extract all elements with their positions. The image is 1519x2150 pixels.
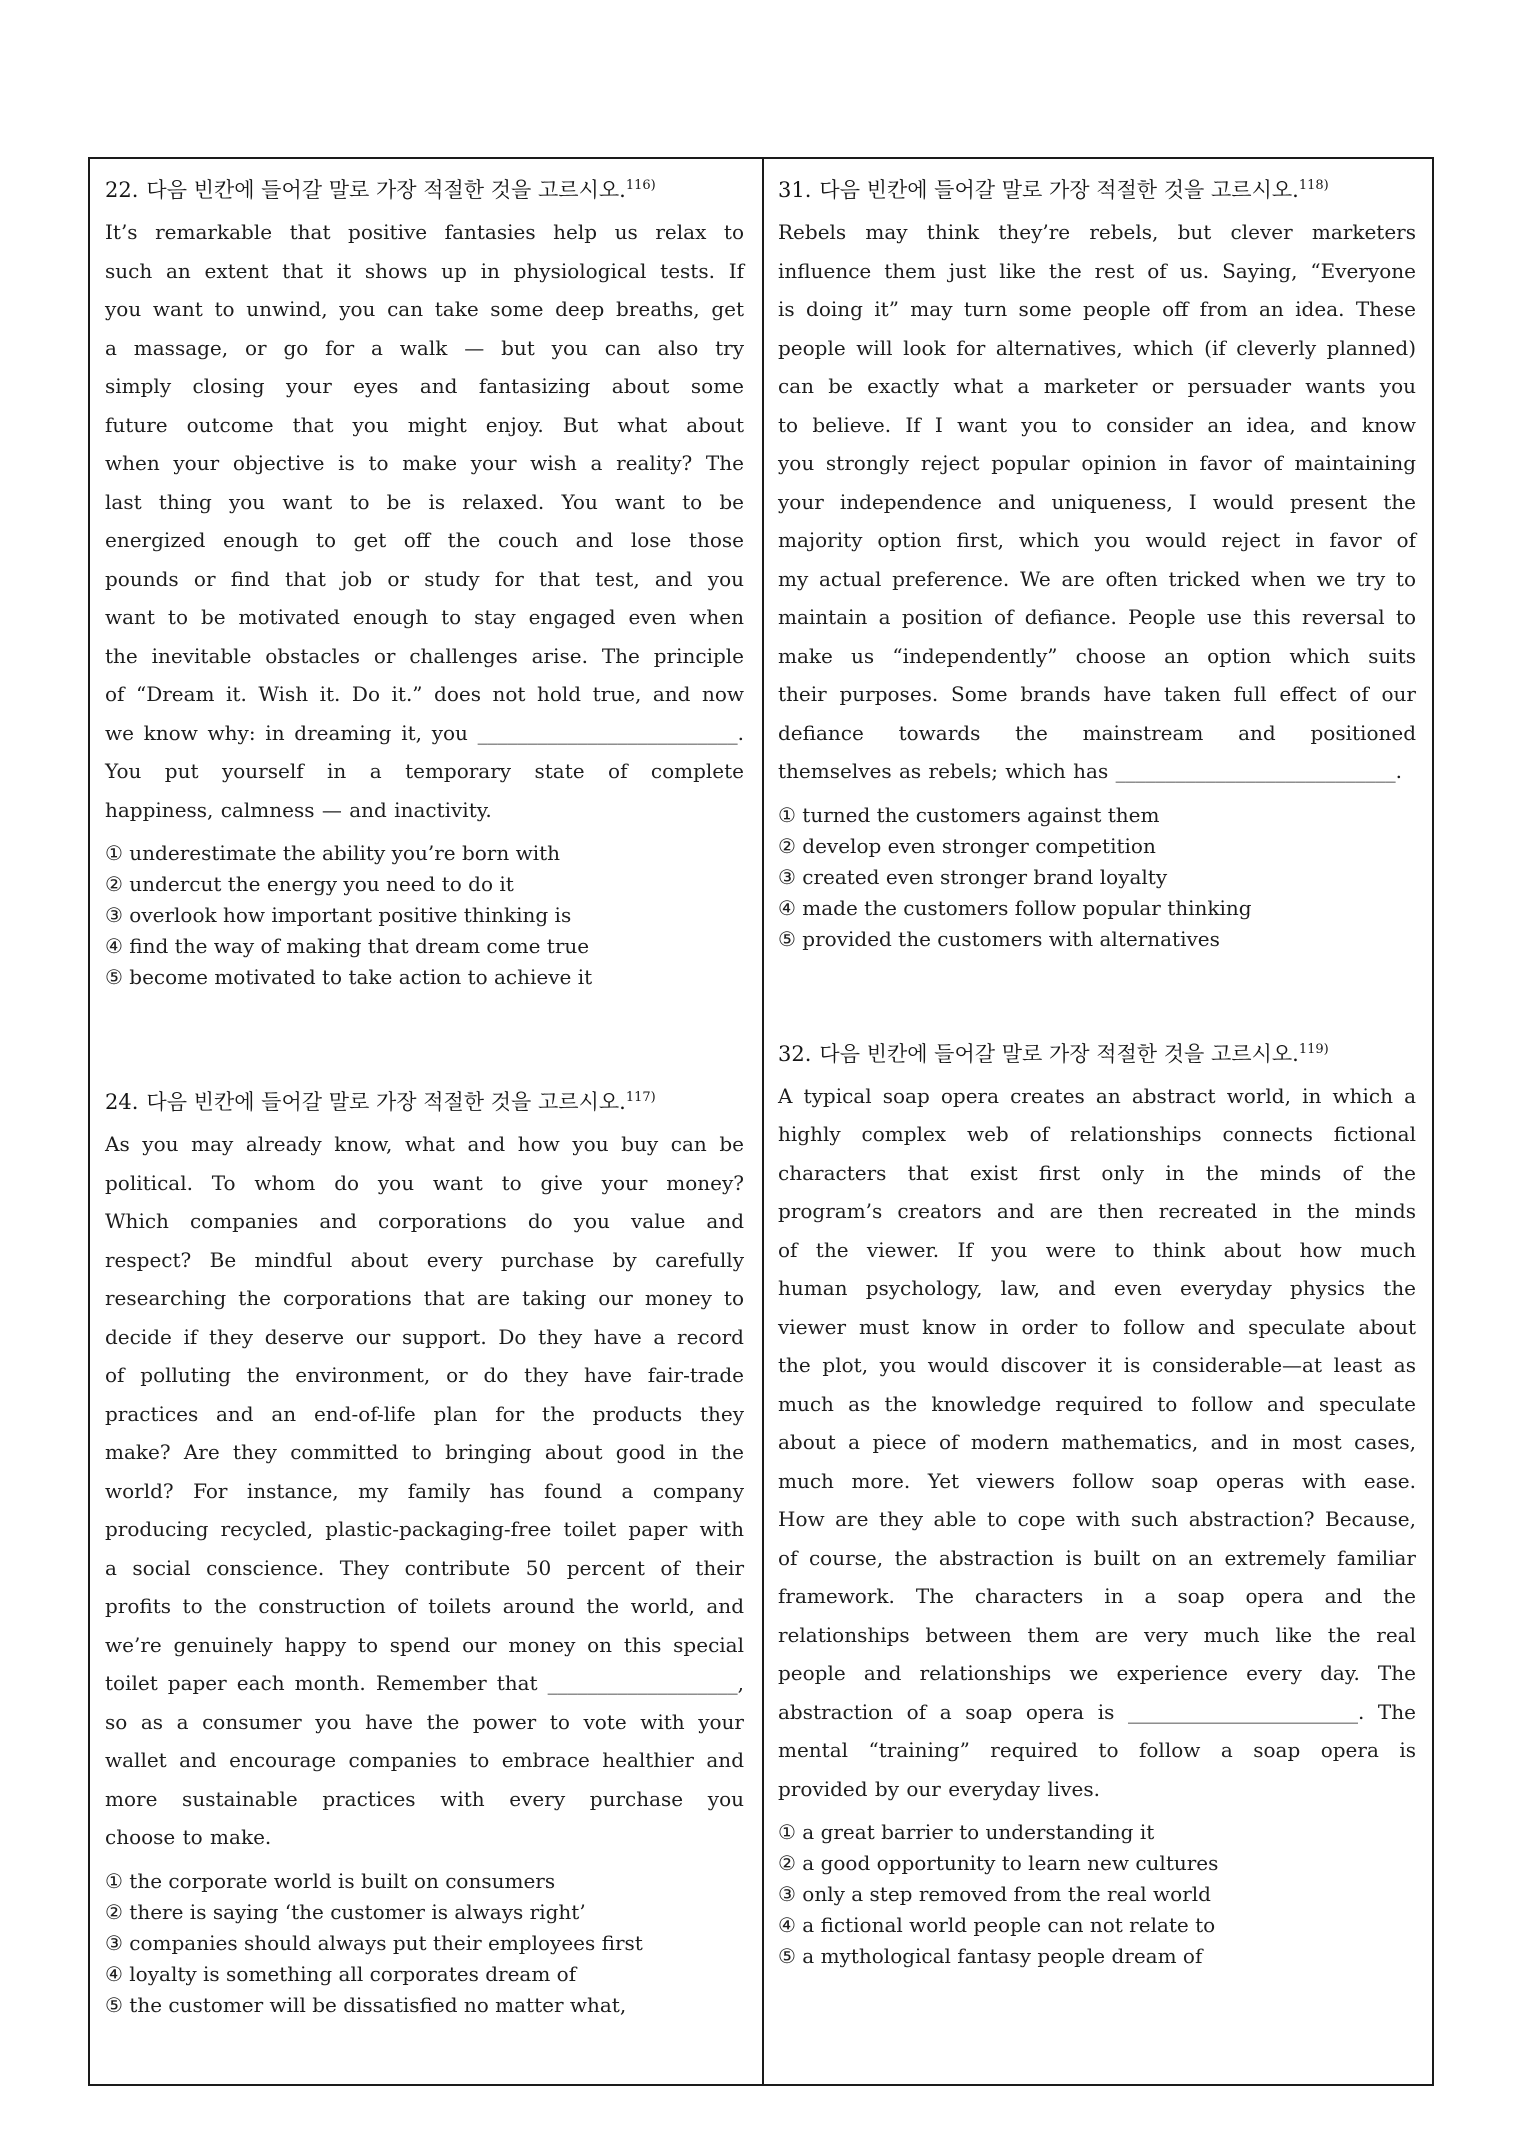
answer-option: ⑤ the customer will be dissatisfied no matter what, — [105, 1992, 627, 2017]
passage-line: you strongly reject popular opinion in favor of maintaining — [778, 451, 1416, 475]
passage-line: more sustainable practices with every purchase you — [105, 1786, 744, 1811]
passage-line: viewer must know in order to follow and speculate about — [778, 1314, 1416, 1339]
passage-line: Which companies and corporations do you value and — [105, 1209, 744, 1233]
passage-line: highly complex web of relationships connects fictional — [778, 1122, 1416, 1146]
passage-line: the inevitable obstacles or challenges arise. The principle — [105, 643, 744, 668]
passage-line: people and relationships we experience every day. The — [778, 1661, 1416, 1685]
question-32-passage — [778, 1077, 1416, 1809]
passage-line: want to be motivated enough to stay engaged even when — [105, 605, 744, 629]
passage-line: As you may already know, what and how you buy can be — [105, 1132, 744, 1156]
answer-option: ③ overlook how important positive thinking is — [105, 903, 572, 927]
passage-line: toilet paper each month. Remember that ___________________, — [105, 1671, 744, 1695]
question-number: 24. — [105, 1090, 139, 1114]
passage-line: characters that exist first only in the minds of the — [778, 1160, 1416, 1185]
passage-line: Rebels may think they’re rebels, but clever marketers — [778, 220, 1416, 244]
footnote-number: 118) — [1298, 178, 1329, 193]
answer-option: ③ only a step removed from the real world — [778, 1882, 1211, 1906]
answer-option: ④ a fictional world people can not relate to — [778, 1913, 1216, 1937]
question-prompt: 다음 빈칸에 들어갈 말로 가장 적절한 것을 고르시오. — [819, 1041, 1299, 1066]
passage-line: political. To whom do you want to give your money? — [105, 1170, 744, 1195]
passage-line: respect? Be mindful about every purchase by carefully — [105, 1247, 744, 1272]
passage-line: provided by our everyday lives. — [778, 1776, 1100, 1801]
passage-line: wallet and encourage companies to embrace healthier and — [105, 1748, 744, 1772]
passage-line: profits to the construction of toilets around the world, and — [105, 1594, 744, 1618]
passage-line: your independence and uniqueness, I would present the — [778, 489, 1416, 514]
passage-line: so as a consumer you have the power to vote with your — [105, 1709, 744, 1734]
content-frame — [88, 157, 1434, 2086]
passage-line: influence them just like the rest of us. Saying, “Everyone — [778, 258, 1416, 283]
passage-line: pounds or find that job or study for that test, and you — [105, 566, 744, 591]
passage-line: decide if they deserve our support. Do they have a record — [105, 1324, 744, 1349]
passage-line: we’re genuinely happy to spend our money on this special — [105, 1632, 744, 1657]
passage-line: about a piece of modern mathematics, and in most cases, — [778, 1430, 1416, 1454]
passage-line: a massage, or go for a walk — but you can also try — [105, 335, 744, 360]
passage-line: such an extent that it shows up in physiological tests. If — [105, 258, 744, 283]
answer-option: ④ find the way of making that dream come true — [105, 934, 590, 958]
passage-line: of course, the abstraction is built on an extremely familiar — [778, 1545, 1416, 1570]
answer-option: ③ created even stronger brand loyalty — [778, 864, 1168, 889]
passage-line: future outcome that you might enjoy. But what about — [105, 412, 744, 437]
answer-option: ① the corporate world is built on consumers — [105, 1868, 556, 1893]
passage-line: can be exactly what a marketer or persuader wants you — [778, 374, 1416, 398]
question-22-header — [105, 169, 744, 211]
passage-line: practices and an end-of-life plan for the products they — [105, 1401, 744, 1426]
answer-option: ② there is saying ‘the customer is always right’ — [105, 1899, 586, 1924]
passage-line: we know why: in dreaming it, you __________________________. — [105, 720, 744, 745]
answer-option: ② a good opportunity to learn new cultures — [778, 1851, 1219, 1875]
passage-line: you want to unwind, you can take some deep breaths, get — [105, 297, 744, 321]
passage-line: is doing it” may turn some people off from an idea. These — [778, 297, 1416, 321]
answer-option: ① underestimate the ability you’re born with — [105, 841, 561, 865]
answer-option: ① a great barrier to understanding it — [778, 1820, 1155, 1844]
answer-option: ① turned the customers against them — [778, 802, 1160, 827]
question-number: 22. — [105, 178, 139, 202]
question-32-header — [778, 1033, 1416, 1075]
question-32-options — [778, 1817, 1416, 1972]
passage-line: human psychology, law, and even everyday physics the — [778, 1276, 1416, 1300]
passage-line: much as the knowledge required to follow and speculate — [778, 1391, 1416, 1416]
passage-line: program’s creators and are then recreated in the minds — [778, 1199, 1416, 1223]
passage-line: abstraction of a soap opera is _______________________. The — [778, 1699, 1416, 1724]
passage-line: a social conscience. They contribute 50 percent of their — [105, 1555, 744, 1580]
passage-line: A typical soap opera creates an abstract world, in which a — [778, 1083, 1416, 1108]
passage-line: of “Dream it. Wish it. Do it.” does not hold true, and now — [105, 682, 744, 706]
answer-option: ③ companies should always put their employees first — [105, 1930, 643, 1955]
question-prompt: 다음 빈칸에 들어갈 말로 가장 적절한 것을 고르시오. — [819, 178, 1299, 202]
left-column — [90, 159, 764, 2084]
passage-line: producing recycled, plastic-packaging-free toilet paper with — [105, 1517, 744, 1541]
passage-line: How are they able to cope with such abstraction? Because, — [778, 1507, 1416, 1531]
right-column — [764, 159, 1432, 2084]
passage-line: researching the corporations that are taking our money to — [105, 1286, 744, 1310]
passage-line: my actual preference. We are often tricked when we try to — [778, 566, 1416, 591]
passage-line: majority option first, which you would reject in favor of — [778, 528, 1416, 552]
answer-option: ② undercut the energy you need to do it — [105, 872, 514, 896]
passage-line: maintain a position of defiance. People use this reversal to — [778, 605, 1416, 629]
question-22 — [105, 169, 744, 993]
footnote-number: 117) — [625, 1090, 656, 1105]
question-32 — [778, 1033, 1416, 1973]
question-prompt: 다음 빈칸에 들어갈 말로 가장 적절한 것을 고르시오. — [146, 1090, 626, 1114]
passage-line: relationships between them are very much like the real — [778, 1622, 1416, 1647]
passage-line: last thing you want to be is relaxed. You want to be — [105, 489, 744, 514]
passage-line: their purposes. Some brands have taken full effect of our — [778, 682, 1416, 706]
passage-line: You put yourself in a temporary state of complete — [105, 759, 744, 783]
question-24-options — [105, 1866, 744, 2021]
question-24 — [105, 1081, 744, 2021]
passage-line: defiance towards the mainstream and positioned — [778, 720, 1416, 745]
passage-line: much more. Yet viewers follow soap operas with ease. — [778, 1468, 1416, 1493]
passage-line: It’s remarkable that positive fantasies help us relax to — [105, 220, 744, 244]
question-number: 32. — [778, 1041, 812, 1066]
question-number: 31. — [778, 178, 812, 202]
passage-line: the plot, you would discover it is considerable—at least as — [778, 1353, 1416, 1377]
answer-option: ⑤ become motivated to take action to achieve it — [105, 965, 593, 989]
answer-option: ④ made the customers follow popular thinking — [778, 895, 1252, 920]
question-22-passage — [105, 213, 744, 829]
answer-option: ⑤ a mythological fantasy people dream of — [778, 1944, 1203, 1968]
footnote-number: 116) — [625, 178, 656, 193]
question-24-passage — [105, 1125, 744, 1857]
passage-line: mental “training” required to follow a soap opera is — [778, 1738, 1416, 1762]
answer-option: ② develop even stronger competition — [778, 833, 1156, 858]
passage-line: to believe. If I want you to consider an idea, and know — [778, 412, 1416, 437]
passage-line: simply closing your eyes and fantasizing about some — [105, 374, 744, 398]
passage-line: happiness, calmness — and inactivity. — [105, 797, 492, 822]
answer-option: ④ loyalty is something all corporates dream of — [105, 1961, 577, 1986]
question-31 — [778, 169, 1416, 955]
answer-option: ⑤ provided the customers with alternatives — [778, 926, 1220, 951]
passage-line: choose to make. — [105, 1825, 272, 1849]
passage-line: of polluting the environment, or do they have fair-trade — [105, 1363, 744, 1387]
passage-line: people will look for alternatives, which (if cleverly planned) — [778, 335, 1416, 360]
question-24-header — [105, 1081, 744, 1123]
passage-line: world? For instance, my family has found a company — [105, 1478, 744, 1503]
passage-line: make? Are they committed to bringing about good in the — [105, 1440, 744, 1464]
question-31-options — [778, 800, 1416, 955]
passage-line: make us “independently” choose an option which suits — [778, 643, 1416, 668]
footnote-number: 119) — [1298, 1041, 1329, 1057]
passage-line: of the viewer. If you were to think about how much — [778, 1237, 1416, 1262]
question-31-header — [778, 169, 1416, 211]
question-prompt: 다음 빈칸에 들어갈 말로 가장 적절한 것을 고르시오. — [146, 178, 626, 202]
passage-line: themselves as rebels; which has ____________________________. — [778, 759, 1402, 783]
question-22-options — [105, 838, 744, 993]
passage-line: when your objective is to make your wish a reality? The — [105, 451, 744, 475]
passage-line: framework. The characters in a soap opera and the — [778, 1584, 1416, 1608]
question-31-passage — [778, 213, 1416, 791]
passage-line: energized enough to get off the couch and lose those — [105, 528, 744, 552]
